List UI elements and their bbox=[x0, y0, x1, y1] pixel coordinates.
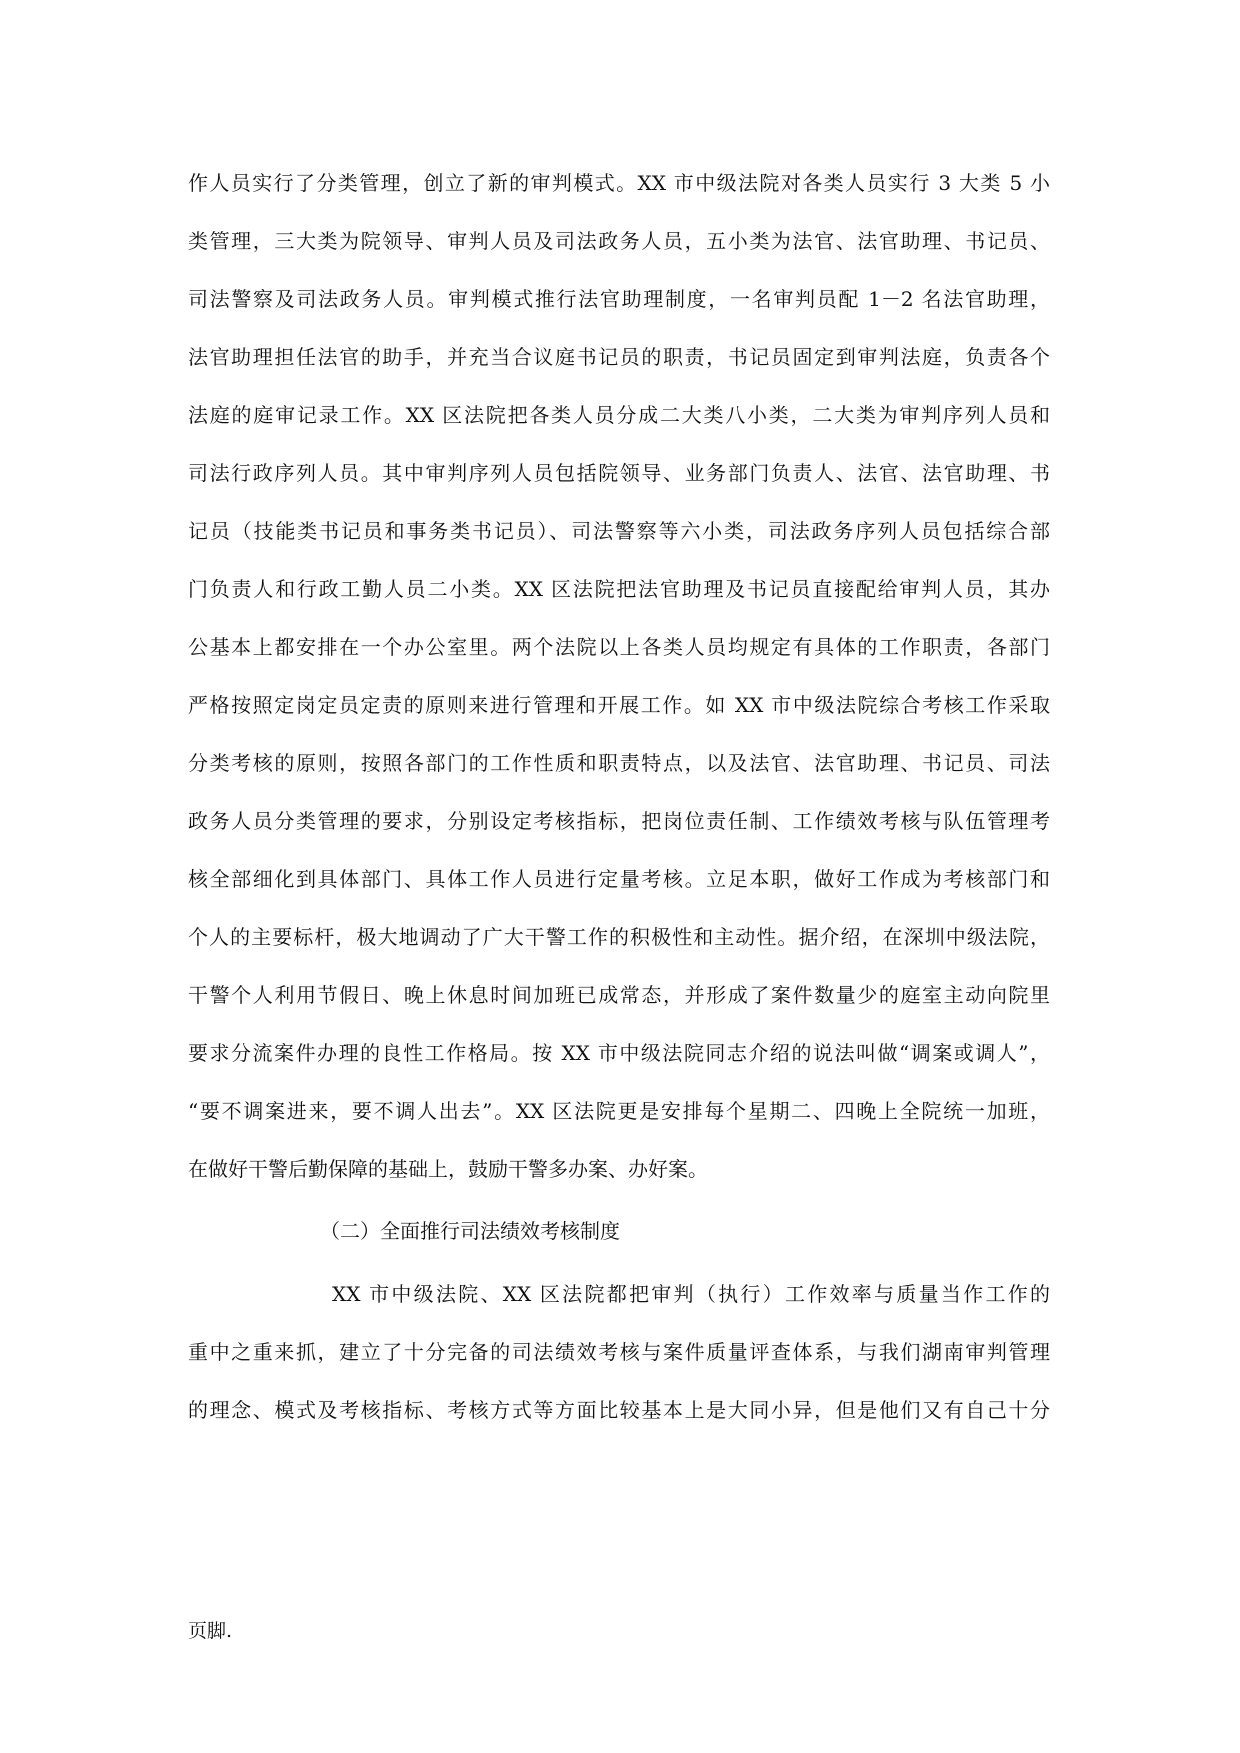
body-text-line: 政务人员分类管理的要求，分别设定考核指标，把岗位责任制、工作绩效考核与队伍管理考 bbox=[188, 809, 1050, 833]
body-text-line: 法庭的庭审记录工作。XX 区法院把各类人员分成二大类八小类，二大类为审判序列人员和 bbox=[188, 403, 1050, 427]
body-text-line: 的理念、模式及考核指标、考核方式等方面比较基本上是大同小异，但是他们又有自己十分 bbox=[188, 1398, 1050, 1422]
body-text-line: XX 市中级法院、XX 区法院都把审判（执行）工作效率与质量当作工作的 bbox=[332, 1282, 1050, 1306]
body-text-line: “要不调案进来，要不调人出去”。XX 区法院更是安排每个星期二、四晚上全院统一加班， bbox=[188, 1099, 1050, 1123]
body-text-line: 司法行政序列人员。其中审判序列人员包括院领导、业务部门负责人、法官、法官助理、书 bbox=[188, 461, 1050, 485]
body-text-line: 作人员实行了分类管理，创立了新的审判模式。XX 市中级法院对各类人员实行 3 大类 5 小 bbox=[188, 171, 1050, 195]
body-text-line: 公基本上都安排在一个办公室里。两个法院以上各类人员均规定有具体的工作职责，各部门 bbox=[188, 635, 1050, 659]
body-text-line: 在做好干警后勤保障的基础上，鼓励干警多办案、办好案。 bbox=[188, 1157, 708, 1181]
body-text-line: 分类考核的原则，按照各部门的工作性质和职责特点，以及法官、法官助理、书记员、司法 bbox=[188, 751, 1050, 775]
body-text-line: 类管理，三大类为院领导、审判人员及司法政务人员，五小类为法官、法官助理、书记员、 bbox=[188, 229, 1050, 253]
body-text-line: 严格按照定岗定员定责的原则来进行管理和开展工作。如 XX 市中级法院综合考核工作采取 bbox=[188, 693, 1050, 717]
body-text-line: 门负责人和行政工勤人员二小类。XX 区法院把法官助理及书记员直接配给审判人员，其办 bbox=[188, 577, 1050, 601]
body-text-line: 个人的主要标杆，极大地调动了广大干警工作的积极性和主动性。据介绍，在深圳中级法院， bbox=[188, 925, 1050, 949]
body-text-line: 法官助理担任法官的助手，并充当合议庭书记员的职责，书记员固定到审判法庭，负责各个 bbox=[188, 345, 1050, 369]
body-text-line: 核全部细化到具体部门、具体工作人员进行定量考核。立足本职，做好工作成为考核部门和 bbox=[188, 867, 1050, 891]
body-text-line: 要求分流案件办理的良性工作格局。按 XX 市中级法院同志介绍的说法叫做“调案或调人”， bbox=[188, 1041, 1050, 1065]
body-text-line: 干警个人利用节假日、晚上休息时间加班已成常态，并形成了案件数量少的庭室主动向院里 bbox=[188, 983, 1050, 1007]
page-footer: 页脚. bbox=[188, 1620, 233, 1642]
body-text-line: 司法警察及司法政务人员。审判模式推行法官助理制度，一名审判员配 1－2 名法官助理， bbox=[188, 287, 1050, 311]
section-heading: （二）全面推行司法绩效考核制度 bbox=[320, 1219, 620, 1243]
body-text-line: 记员（技能类书记员和事务类书记员）、司法警察等六小类，司法政务序列人员包括综合部 bbox=[188, 519, 1050, 543]
body-text-line: 重中之重来抓，建立了十分完备的司法绩效考核与案件质量评查体系，与我们湖南审判管理 bbox=[188, 1340, 1050, 1364]
